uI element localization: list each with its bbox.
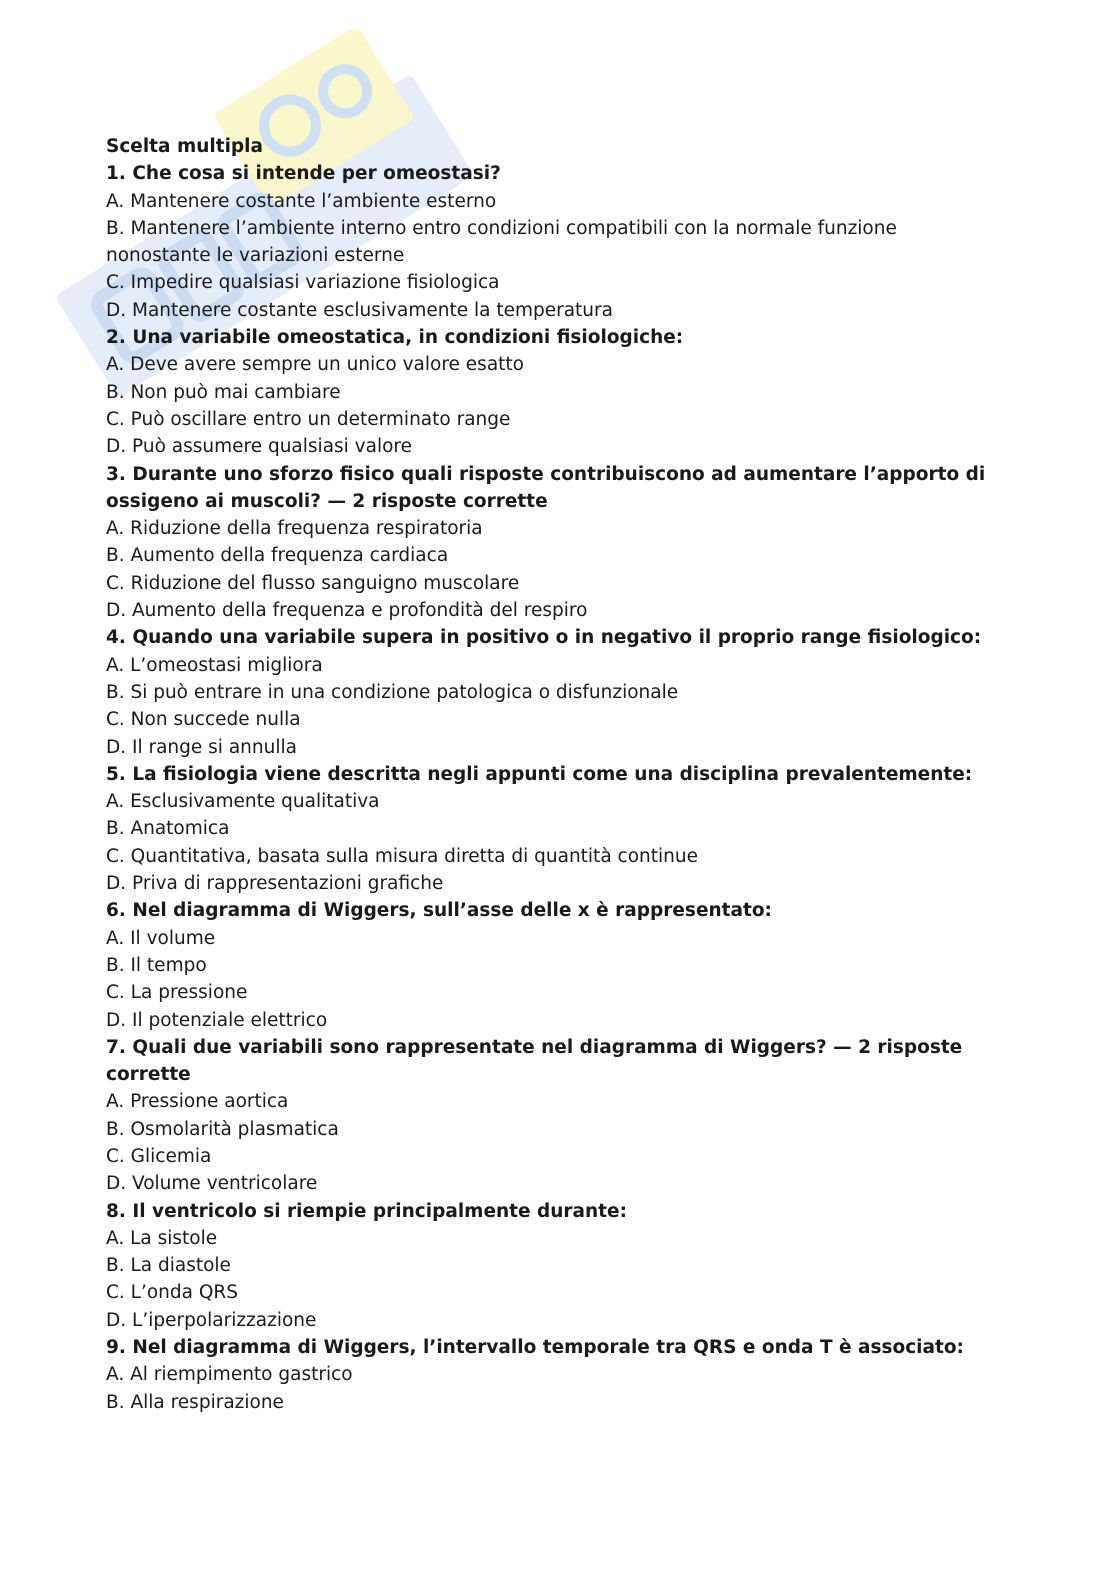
question-text: 7. Quali due variabili sono rappresentate nel diagramma di Wiggers? — 2 risposte corrette — [106, 1036, 963, 1086]
answer-option: B. Si può entrare in una condizione patologica o disfunzionale — [106, 681, 679, 703]
question-text: 4. Quando una variabile supera in positivo o in negativo il proprio range fisiologico: — [106, 627, 982, 649]
question-text: 3. Durante uno sforzo fisico quali risposte contribuiscono ad aumentare l’apporto di ossigeno ai muscoli? — 2 risposte corrette — [106, 463, 986, 512]
answer-option: D. Volume ventricolare — [106, 1173, 318, 1195]
answer-option: B. Anatomica — [106, 818, 230, 840]
answer-option: D. Aumento della frequenza e profondità del respiro — [106, 600, 588, 622]
answer-option: B. Osmolarità plasmatica — [106, 1118, 339, 1140]
question-text: 6. Nel diagramma di Wiggers, sull’asse delle x è rappresentato: — [106, 900, 772, 922]
answer-option: B. Alla respirazione — [106, 1391, 284, 1413]
answer-option: B. Aumento della frequenza cardiaca — [106, 545, 449, 567]
question-block-2 — [106, 324, 986, 460]
answer-option: B. Non può mai cambiare — [106, 381, 341, 403]
answer-option: A. Mantenere costante l’ambiente esterno — [106, 190, 497, 212]
question-block-7 — [106, 1034, 986, 1198]
answer-option: C. La pressione — [106, 982, 248, 1004]
answer-option: A. Al riempimento gastrico — [106, 1364, 353, 1386]
question-text: 5. La fisiologia viene descritta negli appunti come una disciplina prevalentemente: — [106, 763, 973, 785]
question-block-3 — [106, 461, 986, 625]
answer-option: A. L’omeostasi migliora — [106, 654, 323, 676]
answer-option: C. Impedire qualsiasi variazione fisiologica — [106, 272, 500, 294]
answer-option: A. La sistole — [106, 1227, 218, 1249]
answer-option: C. Quantitativa, basata sulla misura diretta di quantità continue — [106, 845, 698, 867]
answer-option: D. Il range si annulla — [106, 736, 297, 758]
question-block-8 — [106, 1198, 986, 1334]
answer-option: C. Glicemia — [106, 1145, 212, 1167]
answer-option: D. Può assumere qualsiasi valore — [106, 436, 413, 458]
question-block-4 — [106, 624, 986, 760]
question-block-9 — [106, 1334, 986, 1416]
answer-option: A. Riduzione della frequenza respiratoria — [106, 518, 483, 540]
answer-option: D. Mantenere costante esclusivamente la temperatura — [106, 299, 613, 321]
answer-option: B. Mantenere l’ambiente interno entro condizioni compatibili con la normale funzione nonostante le variazioni esterne — [106, 217, 897, 267]
answer-option: B. Il tempo — [106, 954, 207, 976]
question-text: 2. Una variabile omeostatica, in condizioni fisiologiche: — [106, 327, 684, 349]
answer-option: B. La diastole — [106, 1255, 231, 1277]
question-text: 1. Che cosa si intende per omeostasi? — [106, 163, 501, 185]
question-block-5 — [106, 761, 986, 897]
answer-option: D. Priva di rappresentazioni grafiche — [106, 873, 444, 895]
answer-option: A. Esclusivamente qualitativa — [106, 791, 380, 813]
answer-option: C. Riduzione del flusso sanguigno muscolare — [106, 572, 520, 594]
question-text: 8. Il ventricolo si riempie principalmente durante: — [106, 1200, 627, 1222]
answer-option: D. L’iperpolarizzazione — [106, 1309, 317, 1331]
question-text: 9. Nel diagramma di Wiggers, l’intervallo temporale tra QRS e onda T è associato: — [106, 1337, 964, 1359]
answer-option: D. Il potenziale elettrico — [106, 1009, 328, 1031]
question-block-6 — [106, 897, 986, 1033]
answer-option: C. Non succede nulla — [106, 709, 301, 731]
answer-option: A. Deve avere sempre un unico valore esatto — [106, 354, 524, 376]
section-heading: Scelta multipla — [106, 136, 263, 157]
question-block-1 — [106, 160, 986, 324]
document-page — [106, 133, 986, 1416]
answer-option: C. Può oscillare entro un determinato range — [106, 408, 511, 430]
answer-option: A. Pressione aortica — [106, 1091, 289, 1113]
answer-option: A. Il volume — [106, 927, 216, 949]
answer-option: C. L’onda QRS — [106, 1282, 239, 1304]
